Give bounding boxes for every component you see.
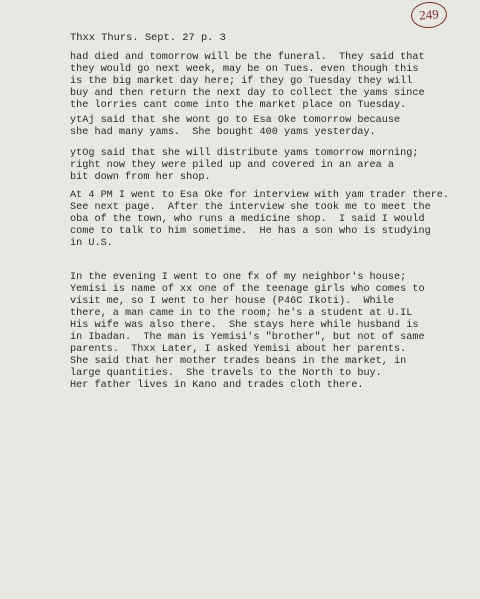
text-line: buy and then return the next day to collect the yams since xyxy=(70,88,425,99)
text-line: His wife was also there. She stays here while husband is xyxy=(70,320,419,331)
text-line: there, a man came in to the room; he's a student at U.IL xyxy=(70,308,413,319)
text-line: parents. Thxx Later, I asked Yemisi about her parents. xyxy=(70,344,407,355)
text-line: she had many yams. She bought 400 yams yesterday. xyxy=(70,127,376,138)
page-header: Thxx Thurs. Sept. 27 p. 3 xyxy=(70,32,226,44)
text-line: ytAj said that she wont go to Esa Oke tomorrow because xyxy=(70,115,401,126)
text-line: Yemisi is name of xx one of the teenage girls who comes to xyxy=(70,284,425,295)
page-number-stamp: 249 xyxy=(410,1,448,29)
text-line: in U.S. xyxy=(70,238,113,249)
text-line: is the big market day here; if they go Tuesday they will xyxy=(70,76,413,87)
text-line: they would go next week, may be on Tues. even though this xyxy=(70,64,419,75)
text-line: in Ibadan. The man is Yemisi's "brother", but not of same xyxy=(70,332,425,343)
text-line: large quantities. She travels to the North to buy. xyxy=(70,368,382,379)
text-line: had died and tomorrow will be the funeral. They said that xyxy=(70,52,425,63)
text-line: ytOg said that she will distribute yams tomorrow morning; xyxy=(70,148,419,159)
text-line: See next page. After the interview she took me to meet the xyxy=(70,202,431,213)
text-line: At 4 PM I went to Esa Oke for interview with yam trader there. xyxy=(70,190,450,201)
text-line: oba of the town, who runs a medicine shop. I said I would xyxy=(70,214,425,225)
text-line: right now they were piled up and covered in an area a xyxy=(70,160,395,171)
text-line: come to talk to him sometime. He has a son who is studying xyxy=(70,226,431,237)
text-line: bit down from her shop. xyxy=(70,172,211,183)
text-line: visit me, so I went to her house (P46C Ikoti). While xyxy=(70,296,395,307)
text-line: In the evening I went to one fx of my neighbor's house; xyxy=(70,272,407,283)
text-line: the lorries cant come into the market place on Tuesday. xyxy=(70,100,407,111)
text-line: She said that her mother trades beans in the market, in xyxy=(70,356,407,367)
text-line: Her father lives in Kano and trades cloth there. xyxy=(70,380,364,391)
